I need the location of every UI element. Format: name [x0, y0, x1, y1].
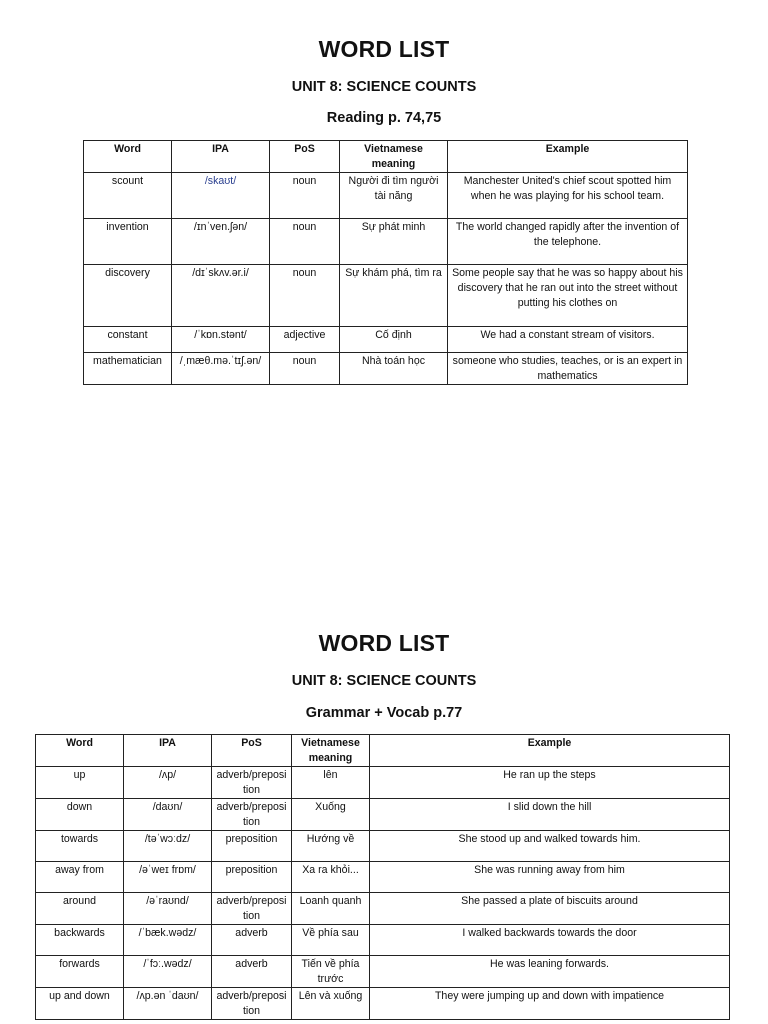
word-cell: backwards: [36, 925, 124, 956]
meaning-cell: Xa ra khỏi...: [292, 862, 370, 893]
ipa-cell: /ɪnˈven.ʃən/: [172, 219, 270, 265]
meaning-cell: Xuống: [292, 799, 370, 831]
column-header: IPA: [172, 141, 270, 173]
column-header: Example: [370, 735, 730, 767]
meaning-cell: Nhà toán học: [340, 353, 448, 385]
table-row: [36, 988, 730, 1020]
pos-cell: preposition: [212, 862, 292, 893]
example-cell: We had a constant stream of visitors.: [448, 327, 688, 353]
word-cell: towards: [36, 831, 124, 862]
pos-cell: noun: [270, 265, 340, 327]
example-cell: He ran up the steps: [370, 767, 730, 799]
ipa-cell: /skaʊt/: [172, 173, 270, 219]
table-row: [36, 767, 730, 799]
word-cell: forwards: [36, 956, 124, 988]
ipa-cell: /ˈfɔː.wədz/: [124, 956, 212, 988]
section-heading: Grammar + Vocab p.77: [305, 705, 463, 721]
example-cell: someone who studies, teaches, or is an expert in mathematics: [448, 353, 688, 385]
pos-cell: noun: [270, 353, 340, 385]
word-list-2-header: [0, 630, 768, 657]
ipa-cell: /dɪˈskʌv.ər.i/: [172, 265, 270, 327]
ipa-cell: /ʌp.ən ˈdaʊn/: [124, 988, 212, 1020]
meaning-cell: Cố định: [340, 327, 448, 353]
column-header: IPA: [124, 735, 212, 767]
section-heading: Reading p. 74,75: [326, 110, 442, 126]
ipa-cell: /əˈraʊnd/: [124, 893, 212, 925]
word-cell: mathematician: [84, 353, 172, 385]
table-row: [36, 956, 730, 988]
word-list-1-subtitle-wrap: [0, 79, 768, 95]
word-list-2-section-wrap: [0, 705, 768, 721]
table-row: [36, 893, 730, 925]
table-header-row: [84, 141, 688, 173]
word-list-1-header: [0, 36, 768, 63]
page-title: WORD LIST: [318, 630, 450, 656]
table-row: [84, 219, 688, 265]
table-row: [36, 862, 730, 893]
word-cell: away from: [36, 862, 124, 893]
word-cell: down: [36, 799, 124, 831]
table-header-row: [36, 735, 730, 767]
meaning-cell: Về phía sau: [292, 925, 370, 956]
word-cell: up: [36, 767, 124, 799]
table-row: [36, 831, 730, 862]
pos-cell: adjective: [270, 327, 340, 353]
pos-cell: adverb/preposition: [212, 893, 292, 925]
ipa-cell: /təˈwɔːdz/: [124, 831, 212, 862]
column-header: Vietnamese meaning: [292, 735, 370, 767]
table-row: [36, 925, 730, 956]
word-cell: scount: [84, 173, 172, 219]
table-row: [84, 327, 688, 353]
example-cell: She stood up and walked towards him.: [370, 831, 730, 862]
example-cell: I walked backwards towards the door: [370, 925, 730, 956]
example-cell: I slid down the hill: [370, 799, 730, 831]
word-list-1-section-wrap: [0, 110, 768, 126]
pos-cell: adverb/preposition: [212, 799, 292, 831]
meaning-cell: Tiến về phía trước: [292, 956, 370, 988]
table-row: [84, 353, 688, 385]
vocab-table-grammar: [35, 734, 730, 1020]
pos-cell: preposition: [212, 831, 292, 862]
meaning-cell: Hướng về: [292, 831, 370, 862]
meaning-cell: lên: [292, 767, 370, 799]
pos-cell: adverb/preposition: [212, 988, 292, 1020]
ipa-cell: /ˌmæθ.mə.ˈtɪʃ.ən/: [172, 353, 270, 385]
example-cell: Manchester United's chief scout spotted him when he was playing for his school team.: [448, 173, 688, 219]
vocab-table-reading: [83, 140, 688, 385]
word-cell: discovery: [84, 265, 172, 327]
pos-cell: noun: [270, 219, 340, 265]
pos-cell: adverb/preposition: [212, 767, 292, 799]
word-cell: invention: [84, 219, 172, 265]
table-row: [84, 265, 688, 327]
column-header: Vietnamese meaning: [340, 141, 448, 173]
column-header: PoS: [270, 141, 340, 173]
pos-cell: adverb: [212, 956, 292, 988]
example-cell: She was running away from him: [370, 862, 730, 893]
column-header: Example: [448, 141, 688, 173]
word-cell: constant: [84, 327, 172, 353]
ipa-cell: /daʊn/: [124, 799, 212, 831]
word-cell: around: [36, 893, 124, 925]
ipa-cell: /əˈweɪ frɒm/: [124, 862, 212, 893]
ipa-cell: /ˈkɒn.stənt/: [172, 327, 270, 353]
column-header: PoS: [212, 735, 292, 767]
column-header: Word: [36, 735, 124, 767]
pos-cell: noun: [270, 173, 340, 219]
unit-subtitle: UNIT 8: SCIENCE COUNTS: [291, 673, 477, 689]
meaning-cell: Lên và xuống: [292, 988, 370, 1020]
ipa-cell: /ʌp/: [124, 767, 212, 799]
table-row: [36, 799, 730, 831]
column-header: Word: [84, 141, 172, 173]
meaning-cell: Loanh quanh: [292, 893, 370, 925]
word-cell: up and down: [36, 988, 124, 1020]
meaning-cell: Sự khám phá, tìm ra: [340, 265, 448, 327]
example-cell: Some people say that he was so happy about his discovery that he ran out into the street without putting his clothes on: [448, 265, 688, 327]
page-title: WORD LIST: [318, 36, 450, 62]
example-cell: They were jumping up and down with impatience: [370, 988, 730, 1020]
word-list-2-subtitle-wrap: [0, 673, 768, 689]
table-row: [84, 173, 688, 219]
example-cell: He was leaning forwards.: [370, 956, 730, 988]
meaning-cell: Sự phát minh: [340, 219, 448, 265]
example-cell: The world changed rapidly after the invention of the telephone.: [448, 219, 688, 265]
example-cell: She passed a plate of biscuits around: [370, 893, 730, 925]
pos-cell: adverb: [212, 925, 292, 956]
ipa-cell: /ˈbæk.wədz/: [124, 925, 212, 956]
unit-subtitle: UNIT 8: SCIENCE COUNTS: [291, 79, 477, 95]
meaning-cell: Người đi tìm người tài năng: [340, 173, 448, 219]
